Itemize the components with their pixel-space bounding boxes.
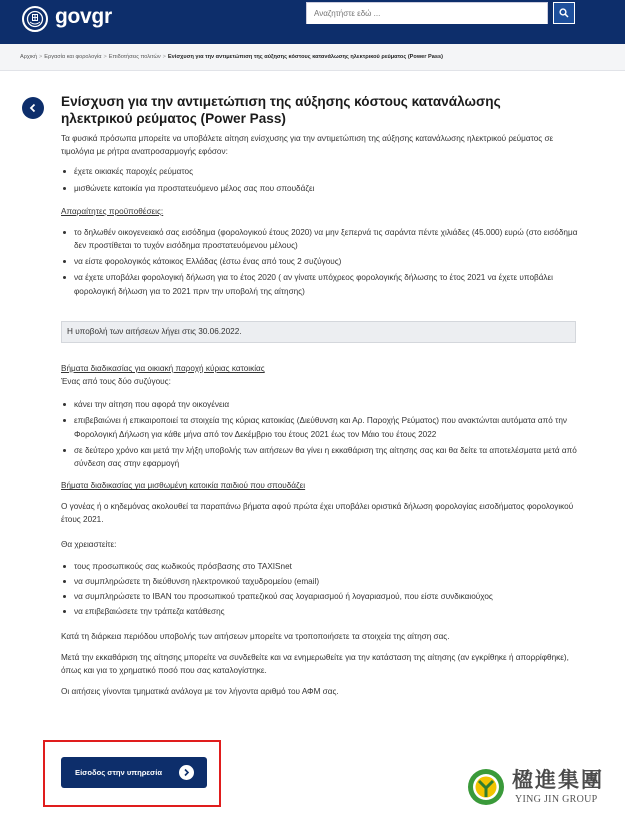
arrow-right-icon [179,765,194,780]
search-button[interactable] [553,2,575,24]
intro-list [61,165,581,194]
main-content [61,93,581,298]
list-item: τους προσωπικούς σας κωδικούς πρόσβασης στο TAXISnet [61,560,581,573]
breadcrumb-item-home[interactable]: Αρχική [20,54,37,60]
enter-service-label: Είσοδος στην υπηρεσία [75,768,163,777]
list-item: να είστε φορολογικός κάτοικος Ελλάδας (έστω ένας από τους 2 συζύγους) [61,255,581,268]
breadcrumb-separator: > [39,54,43,60]
steps-section [61,362,581,698]
steps-main-heading: Βήματα διαδικασίας για οικιακή παροχή κύριας κατοικίας [61,364,265,373]
watermark-chinese: 楹進集團 [512,767,604,792]
steps-main-list [61,398,581,470]
needs-heading: Θα χρειαστείτε: [61,539,117,549]
steps-main-subheading: Ένας από τους δύο συζύγους: [61,377,171,386]
breadcrumb-separator: > [162,54,166,60]
steps-student-heading: Βήματα διαδικασίας για μισθωμένη κατοικία παιδιού που σπουδάζει [61,481,306,491]
modify-text: Κατά τη διάρκεια περιόδου υποβολής των αιτήσεων μπορείτε να τροποποιήσετε τα στοιχεία της αίτηση σας. [61,631,450,641]
list-item: να έχετε υποβάλει φορολογική δήλωση για το έτος 2020 ( αν γίνατε υπόχρεος φορολογικής δήλωσης το έτος 2021 να έχετε υποβάλει φορολογική δήλωση για το 2021 πριν την υποβολή της αίτησης) [61,271,581,297]
breadcrumb-separator: > [103,54,107,60]
steps-student-text: Ο γονέας ή ο κηδεμόνας ακολουθεί τα παραπάνω βήματα αφού πρώτα έχει υποβάλει οριστικά δήλωση φορολογίας εισοδήματος φορολογικού έτους 2021. [61,502,574,525]
search-icon [559,8,569,18]
list-item: να συμπληρώσετε το IBAN του προσωπικού τραπεζικού σας λογαριασμού ή λογαριασμού, που είστε συνδικαιούχος [61,590,581,603]
list-item: να επιβεβαιώσετε την τράπεζα κατάθεσης [61,605,581,618]
page-title: Ενίσχυση για την αντιμετώπιση της αύξησης κόστους κατανάλωσης ηλεκτρικού ρεύματος (Power Pass) [61,94,501,126]
breadcrumb-item-work-tax[interactable]: Εργασία και φορολογία [44,54,102,60]
chevron-left-icon [28,103,38,113]
header-bar [0,0,625,44]
list-item: έχετε οικιακές παροχές ρεύματος [61,165,581,178]
requirements-list [61,226,581,298]
enter-service-button[interactable] [61,757,207,788]
breadcrumb-bar [0,44,625,71]
list-item: επιβεβαιώνει ή επικαιροποιεί τα στοιχεία της κύριας κατοικίας (Διεύθυνση και Αρ. Παροχής Ρεύματος) που ανακτώνται αυτόματα από την Φορολογική Δήλωση για κάθε μήνα από τον Δεκέμβριο του έτους 2021 έως τον Μάιο του έτους 2022 [61,414,581,440]
breadcrumb-item-subsidies[interactable]: Επιδοτήσεις πολιτών [108,54,161,60]
watermark-english: YING JIN GROUP [515,794,598,805]
breadcrumb [20,54,443,60]
back-button[interactable] [22,97,44,119]
list-item: κάνει την αίτηση που αφορά την οικογένεια [61,398,581,411]
intro-text: Τα φυσικά πρόσωπα μπορείτε να υποβάλετε αίτηση ενίσχυσης για την αντιμετώπιση της αύξησης κατανάλωσης ηλεκτρικού ρεύματος σε τιμολόγια με ρήτρα αναπροσαρμογής εφόσον: [61,134,554,157]
afm-text: Οι αιτήσεις γίνονται τμηματικά ανάλογα με τον λήγοντα αριθμό του ΑΦΜ σας. [61,687,339,697]
after-settlement-text: Μετά την εκκαθάριση της αίτησης μπορείτε να συνδεθείτε και να ενημερωθείτε για την κατάσταση της αίτησης (αν εγκρίθηκε ή απορρίφθηκε), όπως και για το χρηματικό ποσό που σας καταλογίστηκε. [61,652,569,676]
needs-list [61,560,581,619]
search-field[interactable] [306,2,548,24]
list-item: σε δεύτερο χρόνο και μετά την λήξη υποβολής των αιτήσεων θα γίνει η εκκαθάριση της αίτησης σας και θα δείτε τα αποτελέσματα μετά από σύνδεση σας στην εφαρμογή [61,444,581,470]
govgr-logo[interactable]: govgr [55,5,112,28]
list-item: να συμπληρώσετε τη διεύθυνση ηλεκτρονικού ταχυδρομείου (email) [61,575,581,588]
greek-emblem-icon[interactable] [22,6,48,32]
requirements-heading: Απαραίτητες προϋποθέσεις: [61,206,164,216]
ying-jin-logo-icon [466,767,506,807]
deadline-notice: Η υποβολή των αιτήσεων λήγει στις 30.06.2022. [61,321,576,343]
breadcrumb-current: Ενίσχυση για την αντιμετώπιση της αύξησης κόστους κατανάλωσης ηλεκτρικού ρεύματος (Power Pass) [167,54,443,60]
list-item: το δηλωθέν οικογενειακό σας εισόδημα (φορολογικού έτους 2020) να μην ξεπερνά τις σαράντα πέντε χιλιάδες (45.000) ευρώ (στο εισόδημα δεν προστίθεται το τυχόν εισόδημα προστατευόμενου μέλους) [61,226,581,252]
search-input[interactable] [307,4,547,24]
list-item: μισθώνετε κατοικία για προστατευόμενο μέλος σας που σπουδάζει [61,182,581,195]
